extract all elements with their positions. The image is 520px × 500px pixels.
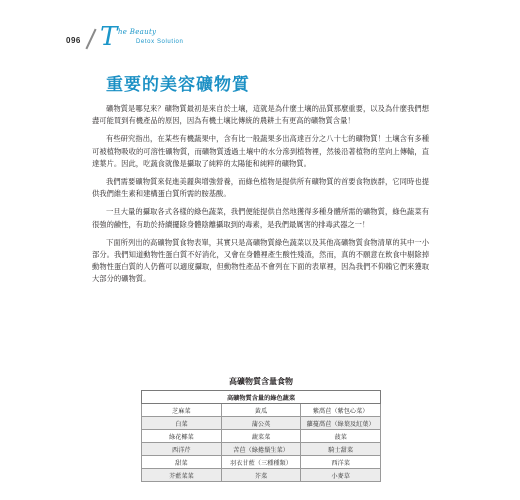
paragraph-2: 有些研究指出，在某些有機蔬果中，含有比一般蔬果多出高達百分之八十七的礦物質！土壤含有多種可被植物吸收的可溶性礦物質，而礦物質透過土壤中的水分滲到植物裡，然後沿著植物的莖向上傳輸，直達葉片。因此，吃蔬食就像是攝取了純粹的太陽能和純粹的礦物質。 [92, 134, 429, 168]
page-header [66, 22, 246, 62]
table-cell: 芥藍菜菜 [142, 469, 222, 482]
table-cell: 紫萵苣（紫包心菜） [301, 404, 381, 417]
divider-slash [85, 29, 96, 50]
table-row [142, 469, 381, 482]
logo-text-line2: Detox Solution [136, 39, 184, 45]
table-cell: 苦苣（綠捲鬚生菜） [221, 443, 301, 456]
table-cell: 騎士甜菜 [301, 443, 381, 456]
table-cell: 綠花椰菜 [142, 430, 222, 443]
table-row [142, 417, 381, 430]
page-number: 096 [66, 36, 81, 45]
logo-text-line1: he Beauty [118, 28, 157, 36]
mineral-food-table [141, 376, 381, 482]
paragraph-1: 礦物質是哪兒來？礦物質最初是來自於土壤，這就是為什麼土壤的品質那麼重要，以及為什麼我們想盡可能買到有機產品的原因，因為有機土壤比傳統的農耕土有更高的礦物質含量！ [92, 104, 429, 126]
table-cell: 菠菜 [301, 430, 381, 443]
table-cell: 西洋菜 [301, 456, 381, 469]
table-row [142, 404, 381, 417]
body-text [92, 103, 429, 292]
table-row [142, 456, 381, 469]
paragraph-3: 我們需要礦物質來促進美麗與增強營養，而綠色植物是提供所有礦物質的首要食物族群，它同時也提供我們維生素和建構蛋白質所需的胺基酸。 [92, 177, 429, 199]
table-cell: 羽衣甘藍（三種種類） [221, 456, 301, 469]
table-cell: 白菜 [142, 417, 222, 430]
table-cell: 蘿蔓萵苣（綠葉及紅葉） [301, 417, 381, 430]
logo-letter: T [100, 22, 118, 52]
section-title: 重要的美容礦物質 [106, 75, 250, 95]
paragraph-4: 一旦大量的攝取各式各樣的綠色蔬菜，我們便能提供自然地獲得多種身體所需的礦物質，綠色蔬菜有很強的鹼性，有助於持續擺除身體陰離攝取到的毒素，是我們最厲害的排毒武器之一！ [92, 207, 429, 229]
table-cell: 西洋芹 [142, 443, 222, 456]
table-row [142, 430, 381, 443]
table-cell: 黃瓜 [221, 404, 301, 417]
table-cell: 蒲公英 [221, 417, 301, 430]
table-cell: 芥菜 [221, 469, 301, 482]
table-row [142, 443, 381, 456]
food-table [141, 390, 381, 482]
table-cell: 甜菜 [142, 456, 222, 469]
table-title: 高礦物質含量食物 [229, 377, 293, 386]
table-subtitle: 高礦物質含量的綠色蔬菜 [142, 391, 381, 404]
table-cell: 小麥草 [301, 469, 381, 482]
table-cell: 蔬菜菜 [221, 430, 301, 443]
paragraph-5: 下面所列出的高礦物質食物表單，其實只是高礦物質綠色蔬菜以及其他高礦物質食物清單的其中一小部分。我們知道動物性蛋白質不好消化，又會在身體裡產生酸性殘渣，然而，真的不願意在飲食中剔除掉動物性蛋白質的人仍舊可以適度攝取，但動物性產品不會列在下面的表單裡，因為我們不仰賴它們來獲取大部分的礦物質。 [92, 237, 429, 284]
table-cell: 芝麻菜 [142, 404, 222, 417]
